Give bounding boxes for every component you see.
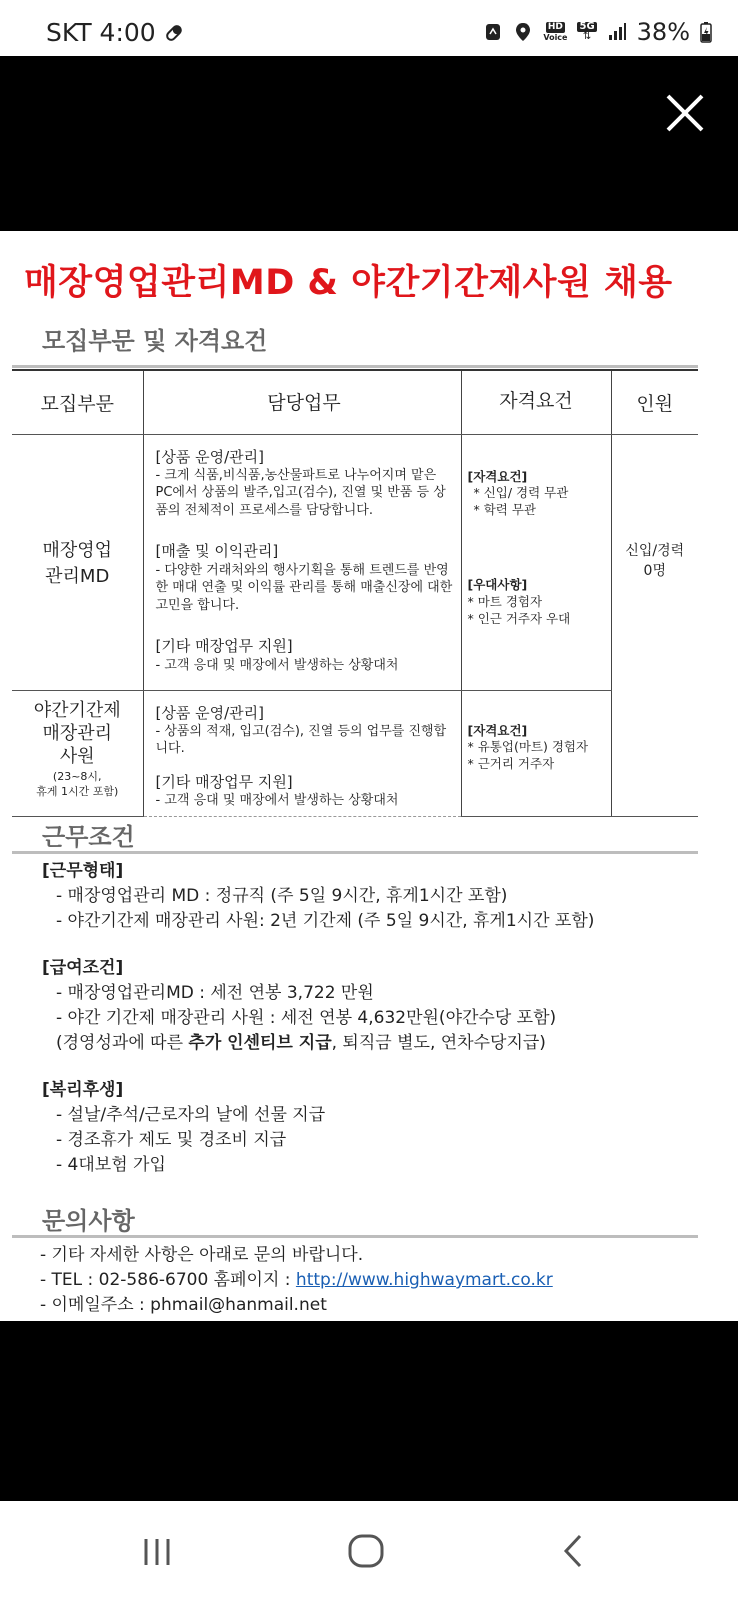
- recruit-table: [12, 369, 698, 817]
- location-icon: [513, 22, 533, 42]
- dept-night: [12, 690, 143, 816]
- section-title-conditions: 근무조건: [42, 823, 135, 851]
- table-row: [12, 690, 698, 816]
- hd-voice-icon: HD Voice: [543, 22, 568, 42]
- dept-night-label: 야간기간제 매장관리 사원: [33, 699, 121, 768]
- welfare-item: - 경조휴가 제도 및 경조비 지급: [56, 1130, 287, 1150]
- duty-block-title: [매출 및 이익관리]: [155, 542, 279, 561]
- salary-note: (경영성과에 따른 추가 인센티브 지급, 퇴직금 별도, 연차수당지급): [56, 1033, 546, 1053]
- duty-block-title: [기타 매장업무 지원]: [155, 637, 293, 656]
- req-title: [자격요건]: [467, 722, 528, 738]
- duty-block-title: [상품 운영/관리]: [155, 703, 264, 722]
- req-item: * 신입/ 경력 무관: [473, 485, 569, 501]
- contact-line: - 기타 자세한 사항은 아래로 문의 바랍니다.: [40, 1245, 364, 1265]
- contact-line: - 이메일주소 : phmail@hanmail.net: [40, 1295, 327, 1315]
- section-title-recruit: 모집부문 및 자격요건: [42, 327, 268, 355]
- recent-apps-button[interactable]: [136, 1531, 180, 1571]
- status-time: SKT 4:00: [46, 18, 156, 47]
- battery-charging-icon: [700, 21, 712, 43]
- duty-block-title: [상품 운영/관리]: [155, 447, 264, 466]
- duty-block-body: - 고객 응대 및 매장에서 발생하는 상황대처: [155, 657, 399, 673]
- navigation-bar: [0, 1501, 738, 1600]
- contact-info: [40, 1243, 553, 1318]
- dept-night-note: (23~8시, 휴게 1시간 포함): [36, 769, 119, 799]
- image-viewer-header: [0, 56, 738, 231]
- work-type-item: - 매장영업관리 MD : 정규직 (주 5일 9시간, 휴게1시간 포함): [56, 886, 508, 906]
- contact-line: - TEL : 02-586-6700 홈페이지 : http://www.highwaymart.co.kr: [40, 1270, 553, 1290]
- duty-md: [143, 434, 461, 690]
- dept-md: 매장영업 관리MD: [12, 434, 143, 690]
- req-item: * 학력 무관: [473, 502, 536, 518]
- recent-apps-icon: [136, 1531, 180, 1571]
- requirements-night: [461, 690, 611, 816]
- duty-block-body: - 고객 응대 및 매장에서 발생하는 상황대처: [155, 793, 399, 809]
- table-header-row: [12, 370, 698, 434]
- sync-icon: [483, 22, 503, 42]
- battery-percent: 38%: [636, 18, 690, 46]
- salary-item: - 야간 기간제 매장관리 사원 : 세전 연봉 4,632만원(야간수당 포함): [56, 1008, 557, 1028]
- table-row: [12, 434, 698, 690]
- work-type-item: - 야간기간제 매장관리 사원: 2년 기간제 (주 5일 9시간, 휴게1시간 포함): [56, 911, 595, 931]
- header-dept: 모집부문: [12, 370, 143, 434]
- duty-block-body: - 크게 식품,비식품,농산물파트로 나누어지며 맡은 PC에서 상품의 발주,입고(검수), 진열 및 반품 등 상품의 전체적이 프로세스를 담당합니다.: [155, 467, 446, 518]
- welfare-item: - 4대보험 가입: [56, 1155, 166, 1175]
- back-icon: [552, 1531, 596, 1571]
- requirements-md: [461, 434, 611, 690]
- duty-night: [143, 690, 461, 816]
- header-headcount: 인원: [611, 370, 698, 434]
- welfare-title: [복리후생]: [42, 1080, 124, 1100]
- signal-icon: [607, 22, 627, 42]
- job-posting-image: [0, 231, 738, 1321]
- duty-block-body: - 상품의 적재, 입고(검수), 진열 등의 업무를 진행합니다.: [155, 723, 447, 757]
- pref-title: [우대사항]: [467, 577, 528, 593]
- status-bar: [0, 0, 738, 56]
- section-divider: [12, 851, 698, 854]
- headcount: 신입/경력 0명: [611, 434, 698, 816]
- close-button[interactable]: [662, 90, 708, 136]
- duty-block-title: [기타 매장업무 지원]: [155, 772, 293, 791]
- section-title-contact: 문의사항: [42, 1207, 135, 1235]
- image-viewer-footer: [0, 1321, 738, 1501]
- salary-item: - 매장영업관리MD : 세전 연봉 3,722 만원: [56, 983, 374, 1003]
- home-button[interactable]: [344, 1531, 388, 1571]
- pref-item: * 인근 거주자 우대: [467, 610, 571, 626]
- home-icon: [344, 1531, 388, 1571]
- homepage-link[interactable]: http://www.highwaymart.co.kr: [295, 1270, 553, 1290]
- header-duty: 담당업무: [143, 370, 461, 434]
- back-button[interactable]: [552, 1531, 596, 1571]
- salary-title: [급여조건]: [42, 958, 124, 978]
- section-divider: [12, 1235, 698, 1238]
- req-item: * 근거리 거주자: [467, 756, 555, 772]
- work-conditions: [42, 859, 594, 1178]
- welfare-item: - 설날/추석/근로자의 날에 선물 지급: [56, 1105, 326, 1125]
- work-type-title: [근무형태]: [42, 861, 124, 881]
- duty-block-body: - 다양한 거래처와의 행사기획을 통해 트렌드를 반영한 매대 연출 및 이익률 관리를 통해 매출신장에 대한 고민을 합니다.: [155, 562, 453, 613]
- pill-icon: [164, 23, 184, 43]
- req-title: [자격요건]: [467, 468, 528, 484]
- header-requirements: 자격요건: [461, 370, 611, 434]
- posting-title: 매장영업관리MD & 야간기간제사원 채용: [24, 263, 673, 303]
- section-divider: [12, 365, 698, 368]
- close-icon: [662, 90, 708, 136]
- req-item: * 유통업(마트) 경험자: [467, 739, 589, 755]
- 5g-icon: 5G ⇅: [579, 21, 595, 42]
- pref-item: * 마트 경험자: [467, 594, 543, 609]
